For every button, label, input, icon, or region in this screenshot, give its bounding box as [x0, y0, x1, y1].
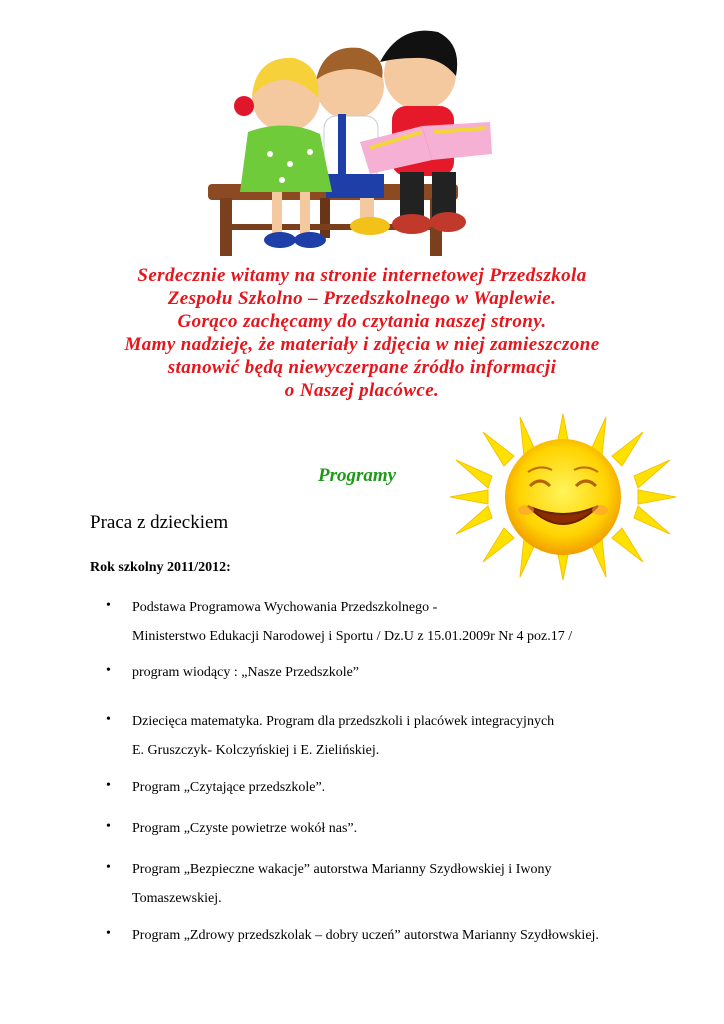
list-item	[90, 598, 690, 647]
list-item-text: Dziecięca matematyka. Program dla przedszkoli i placówek integracyjnych	[132, 714, 555, 729]
list-item	[90, 663, 690, 683]
list-item-text: Ministerstwo Edukacji Narodowej i Sportu / Dz.U z 15.01.2009r Nr 4 poz.17 /	[132, 629, 573, 644]
bullet-icon: •	[106, 598, 111, 613]
girl-green-dress	[234, 58, 332, 248]
welcome-text	[60, 264, 664, 402]
welcome-line: o Naszej placówce.	[284, 380, 440, 401]
bullet-icon: •	[106, 860, 111, 875]
bullet-icon: •	[106, 778, 111, 793]
welcome-line: Gorąco zachęcamy do czytania naszej strony.	[177, 311, 547, 332]
school-year-label: Rok szkolny 2011/2012:	[90, 560, 231, 575]
programy-heading: Programy	[318, 465, 397, 486]
list-item	[90, 819, 690, 839]
list-item	[90, 860, 690, 909]
welcome-line: stanowić będą niewyczerpane źródło informacji	[167, 357, 557, 378]
welcome-line: Zespołu Szkolno – Przedszkolnego w Waplewie.	[167, 288, 557, 309]
list-item-text: E. Gruszczyk- Kolczyńskiej i E. Zielińskiej.	[132, 743, 380, 758]
list-item-text: Tomaszewskiej.	[132, 891, 222, 906]
list-item	[90, 926, 690, 946]
list-item-text: program wiodący : „Nasze Przedszkole”	[132, 665, 360, 680]
list-item-text: Program „Czyste powietrze wokół nas”.	[132, 821, 358, 836]
list-item	[90, 712, 690, 761]
section-title: Praca z dzieckiem	[90, 512, 229, 533]
children-reading-illustration	[200, 14, 500, 259]
welcome-line: Serdecznie witamy na stronie internetowej Przedszkola	[137, 265, 587, 286]
programs-list	[90, 598, 690, 946]
bullet-icon: •	[106, 663, 111, 678]
list-item	[90, 778, 690, 798]
bullet-icon: •	[106, 819, 111, 834]
bullet-icon: •	[106, 712, 111, 727]
list-item-text: Program „Bezpieczne wakacje” autorstwa Marianny Szydłowskiej i Iwony	[132, 862, 552, 877]
list-item-text: Program „Czytające przedszkole”.	[132, 780, 326, 795]
list-item-text: Program „Zdrowy przedszkolak – dobry uczeń” autorstwa Marianny Szydłowskiej.	[132, 928, 599, 943]
bullet-icon: •	[106, 926, 111, 941]
list-item-text: Podstawa Programowa Wychowania Przedszkolnego -	[132, 600, 438, 615]
welcome-line: Mamy nadzieję, że materiały i zdjęcia w niej zamieszczone	[124, 334, 600, 355]
smiling-sun-icon	[448, 412, 678, 582]
